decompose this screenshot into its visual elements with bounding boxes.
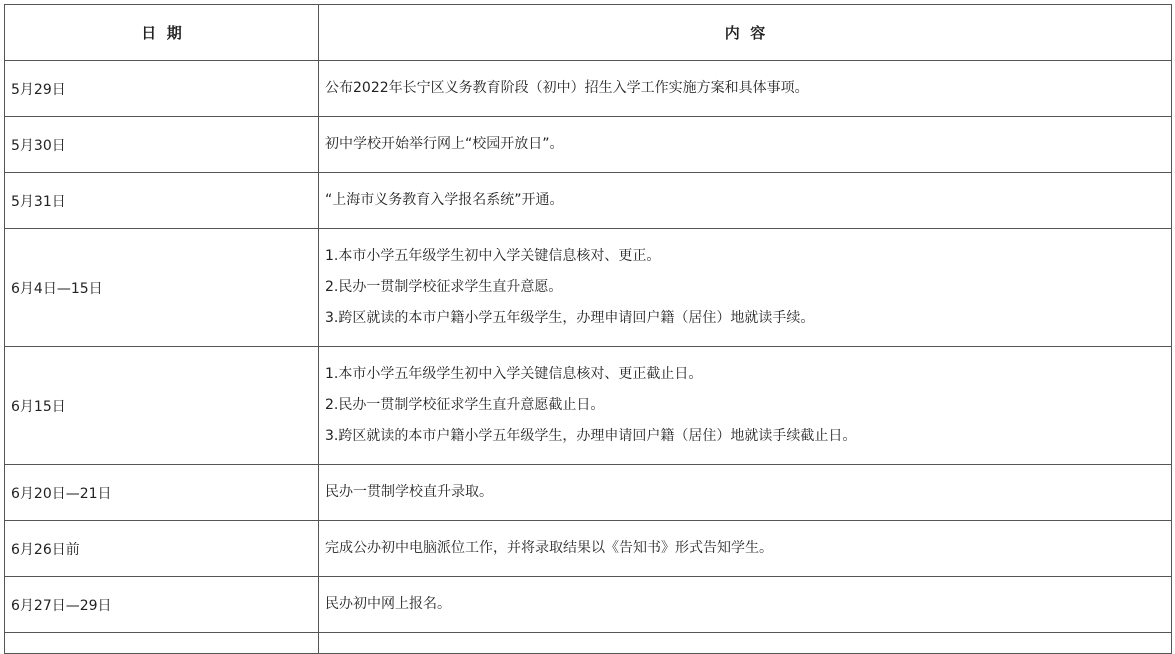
- enrollment-schedule-table: [4, 4, 1172, 654]
- table-row: [5, 347, 1172, 465]
- content-cell: [319, 347, 1172, 465]
- content-line: 初中学校开始举行网上“校园开放日”。: [325, 136, 564, 152]
- date-cell: 6月15日: [5, 347, 319, 465]
- table-row: [5, 521, 1172, 577]
- date-cell: 5月29日: [5, 61, 319, 117]
- content-line: 3.跨区就读的本市户籍小学五年级学生，办理申请回户籍（居住）地就读手续截止日。: [325, 428, 857, 444]
- date-cell: 6月26日前: [5, 521, 319, 577]
- content-line: “上海市义务教育入学报名系统”开通。: [325, 192, 564, 208]
- table-row: [5, 465, 1172, 521]
- content-cell: [319, 173, 1172, 229]
- table-row: [5, 229, 1172, 347]
- date-cell: 5月30日: [5, 117, 319, 173]
- date-cell: 6月27日—29日: [5, 577, 319, 633]
- content-cell: [319, 229, 1172, 347]
- content-line: 民办一贯制学校直升录取。: [325, 484, 493, 500]
- table-row: [5, 577, 1172, 633]
- content-line: 完成公办初中电脑派位工作，并将录取结果以《告知书》形式告知学生。: [325, 540, 773, 556]
- table-header-row: [5, 5, 1172, 61]
- date-cell: 6月20日—21日: [5, 465, 319, 521]
- content-line: 民办初中网上报名。: [325, 596, 451, 612]
- content-line: 1.本市小学五年级学生初中入学关键信息核对、更正截止日。: [325, 366, 703, 382]
- date-cell: 5月31日: [5, 173, 319, 229]
- content-cell: [319, 521, 1172, 577]
- table-row: [5, 61, 1172, 117]
- content-cell: [319, 117, 1172, 173]
- header-content: 内 容: [319, 5, 1172, 61]
- table-row: [5, 173, 1172, 229]
- date-cell: 6月4日—15日: [5, 229, 319, 347]
- content-cell: [319, 577, 1172, 633]
- content-line: 3.跨区就读的本市户籍小学五年级学生，办理申请回户籍（居住）地就读手续。: [325, 310, 815, 326]
- header-date: 日 期: [5, 5, 319, 61]
- content-cell: [319, 465, 1172, 521]
- content-line: 1.本市小学五年级学生初中入学关键信息核对、更正。: [325, 248, 661, 264]
- content-line: 2.民办一贯制学校征求学生直升意愿截止日。: [325, 397, 605, 413]
- table-row: [5, 117, 1172, 173]
- content-cell: [319, 61, 1172, 117]
- content-line: 公布2022年长宁区义务教育阶段（初中）招生入学工作实施方案和具体事项。: [325, 80, 809, 96]
- content-line: 2.民办一贯制学校征求学生直升意愿。: [325, 279, 563, 295]
